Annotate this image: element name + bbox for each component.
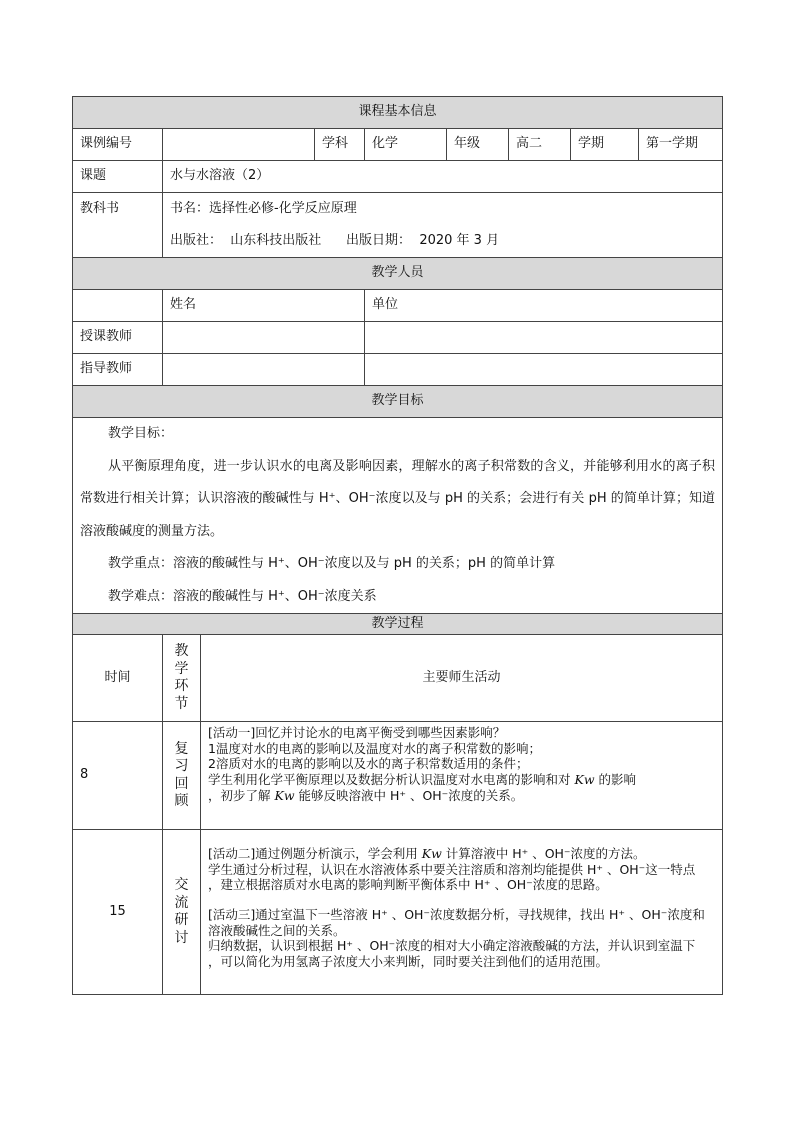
row2-line4: [活动三]通过室温下一些溶液 H⁺ 、OH⁻浓度数据分析，寻找规律，找出 H⁺ 、OH⁻浓度和	[208, 906, 705, 922]
row2-line5: 溶液酸碱性之间的关系。	[208, 922, 346, 938]
goals-difficulties: 教学难点：溶液的酸碱性与 H⁺、OH⁻浓度关系	[108, 588, 377, 604]
staff-unit-header: 单位	[365, 290, 723, 322]
topic-value: 水与水溶液（2）	[163, 161, 723, 193]
process-activity-header: 主要师生活动	[201, 635, 723, 722]
kw-symbol: Kw	[274, 787, 295, 803]
row2-stage: 交流研讨	[163, 830, 201, 995]
row1-time: 8	[73, 722, 163, 830]
row2-line3: ，建立根据溶质对水电离的影响判断平衡体系中 H⁺ 、OH⁻浓度的思路。	[208, 877, 608, 893]
row1-stage: 复习回顾	[163, 722, 201, 830]
grade-value: 高二	[509, 129, 571, 161]
subject-value: 化学	[365, 129, 447, 161]
case-no-label: 课例编号	[73, 129, 163, 161]
goals-content	[73, 418, 723, 614]
staff-blank-corner	[73, 290, 163, 322]
textbook-label: 教科书	[73, 193, 163, 258]
row1-line1: [活动一]回忆并讨论水的电离平衡受到哪些因素影响？	[208, 725, 506, 740]
row1-activities	[201, 722, 723, 830]
section-staff: 教学人员	[73, 258, 723, 290]
row1-line3: 2溶质对水的电离的影响以及水的离子积常数适用的条件；	[208, 756, 529, 772]
mentor-label: 指导教师	[73, 354, 163, 386]
process-time-header: 时间	[73, 635, 163, 722]
row2-line2: 学生通过分析过程，认识在水溶液体系中要关注溶质和溶剂均能提供 H⁺ 、OH⁻这一特点	[208, 861, 696, 877]
section-process: 教学过程	[73, 614, 723, 635]
goals-body: 从平衡原理角度，进一步认识水的电离及影响因素，理解水的离子积常数的含义，并能够利用水的离子积常数进行相关计算；认识溶液的酸碱性与 H⁺、OH⁻浓度以及与 pH 的关系；会进行有关 pH 的简单计算；知道溶液酸碱度的测量方法。	[80, 458, 716, 539]
term-label: 学期	[571, 129, 639, 161]
goals-key-points: 教学重点：溶液的酸碱性与 H⁺、OH⁻浓度以及与 pH 的关系；pH 的简单计算	[108, 556, 556, 571]
term-value: 第一学期	[639, 129, 723, 161]
row1-line5: ，初步了解 Kw 能够反映溶液中 H⁺ 、OH⁻浓度的关系。	[208, 787, 524, 803]
kw-symbol: Kw	[421, 846, 442, 861]
process-stage-header: 教学环节	[163, 635, 201, 722]
teacher-name	[163, 322, 365, 354]
subject-label: 学科	[315, 129, 365, 161]
row1-line4: 学生利用化学平衡原理以及数据分析认识温度对水电离的影响和对 Kw 的影响	[208, 771, 637, 787]
teacher-label: 授课教师	[73, 322, 163, 354]
textbook-publisher: 出版社： 山东科技出版社 出版日期： 2020 年 3 月	[163, 225, 723, 258]
topic-label: 课题	[73, 161, 163, 193]
row2-line7: ，可以简化为用氢离子浓度大小来判断，同时要关注到他们的适用范围。	[208, 953, 609, 969]
row2-time: 15	[73, 830, 163, 995]
mentor-unit	[365, 354, 723, 386]
teacher-unit	[365, 322, 723, 354]
row1-line2: 1温度对水的电离的影响以及温度对水的离子积常数的影响；	[208, 740, 541, 756]
row2-line1: [活动二]通过例题分析演示，学会利用 Kw 计算溶液中 H⁺ 、OH⁻浓度的方法。	[208, 846, 646, 861]
staff-name-header: 姓名	[163, 290, 365, 322]
section-goals: 教学目标	[73, 386, 723, 418]
section-basic-info: 课程基本信息	[73, 97, 723, 129]
mentor-name	[163, 354, 365, 386]
kw-symbol: Kw	[574, 771, 595, 787]
row2-line6: 归纳数据，认识到根据 H⁺ 、OH⁻浓度的相对大小确定溶液酸碱的方法，并认识到室温下	[208, 938, 696, 954]
grade-label: 年级	[447, 129, 509, 161]
row2-activities	[201, 830, 723, 995]
case-no-value	[163, 129, 315, 161]
course-info-table	[72, 96, 723, 995]
goals-title: 教学目标：	[108, 426, 174, 441]
textbook-name: 书名：选择性必修-化学反应原理	[163, 193, 723, 226]
